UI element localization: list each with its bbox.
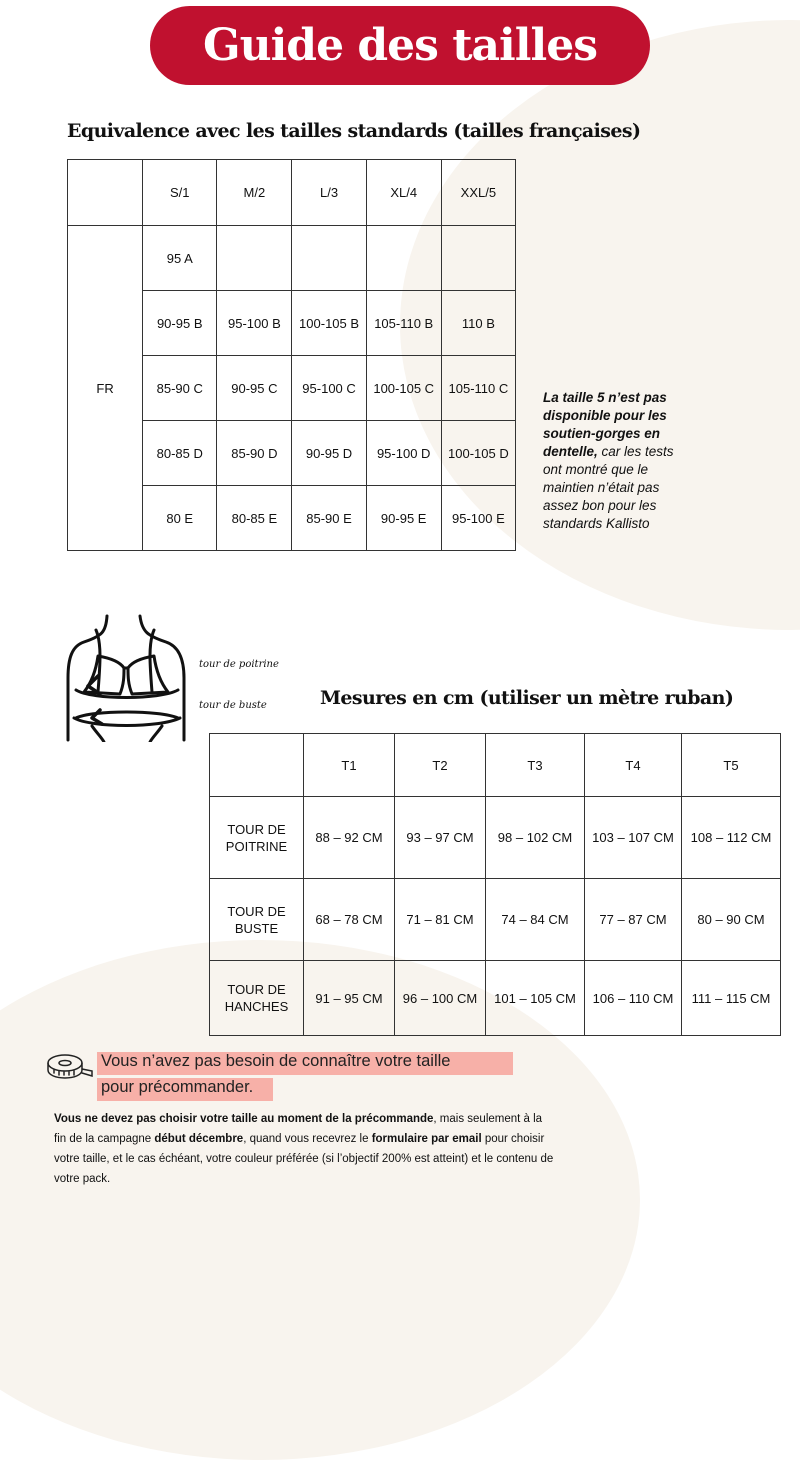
table-cell: 90-95 D [292,421,366,486]
measuring-tape-icon [46,1052,94,1082]
table-cell: 74 – 84 CM [486,879,585,961]
table-cell [217,226,292,291]
equivalence-table [67,159,516,551]
para-bold-2: début décembre [154,1133,244,1145]
table-cell: 100-105 C [366,356,441,421]
table-cell: 71 – 81 CM [395,879,486,961]
table-header-row [68,160,516,226]
para-bold-3: formulaire par email [371,1133,482,1145]
column-header: L/3 [292,160,366,226]
table-row [210,961,781,1036]
page-title-banner [150,6,650,85]
para-text-1: , mais seulement à la fin de la campagne [54,1113,543,1145]
table-cell [292,226,366,291]
size-note-text: car les tests ont montré que le maintien n’était pas assez bon pour les standards Kallisto [543,444,674,531]
column-header: T1 [304,734,395,797]
measures-table [209,733,781,1036]
table-header-row [210,734,781,797]
table-cell: 80 – 90 CM [682,879,781,961]
para-text-3: pour choisir votre taille, et le cas échéant, votre couleur préférée (si l’objectif 200% est atteint) et le contenu de votre pack. [54,1133,554,1185]
table-cell: 105-110 B [366,291,441,356]
table-cell: 103 – 107 CM [585,797,682,879]
table-cell: 95-100 D [366,421,441,486]
row-label: TOUR DE HANCHES [210,961,304,1036]
table-cell: 101 – 105 CM [486,961,585,1036]
table-cell: 95 A [143,226,217,291]
body-measurement-icon [62,614,192,742]
table-cell: 85-90 D [217,421,292,486]
table-cell: 98 – 102 CM [486,797,585,879]
table-row [210,797,781,879]
table-cell: 90-95 B [143,291,217,356]
table-cell: 77 – 87 CM [585,879,682,961]
equivalence-title: Equivalence avec les tailles standards (tailles françaises) [67,120,641,142]
preorder-line-2 [101,1078,253,1097]
table-cell: 85-90 E [292,486,366,551]
table-cell: 68 – 78 CM [304,879,395,961]
preorder-line-2-text: pour précommander [101,1078,249,1096]
table-cell: 100-105 B [292,291,366,356]
table-cell: 93 – 97 CM [395,797,486,879]
table-cell: 96 – 100 CM [395,961,486,1036]
row-label: TOUR DE POITRINE [210,797,304,879]
preorder-line-1: Vous n’avez pas besoin de connaître votre taille [101,1052,451,1070]
column-header: XL/4 [366,160,441,226]
size-note-bold: La taille 5 n’est pas disponible pour les soutien-gorges en dentelle, [543,390,667,459]
table-cell: 90-95 E [366,486,441,551]
column-header: M/2 [217,160,292,226]
label-chest: tour de poitrine [199,659,279,670]
preorder-paragraph [54,1109,554,1189]
preorder-line-2-end: . [248,1078,254,1096]
table-cell: 95-100 C [292,356,366,421]
table-cell: 106 – 110 CM [585,961,682,1036]
table-cell: 90-95 C [217,356,292,421]
column-header: S/1 [143,160,217,226]
table-row [68,226,516,291]
measures-title: Mesures en cm (utiliser un mètre ruban) [320,687,734,709]
row-label-fr: FR [68,226,143,551]
table-cell: 95-100 B [217,291,292,356]
page-title: Guide des tailles [203,20,597,71]
column-header: T5 [682,734,781,797]
size-note [543,389,693,533]
label-bust: tour de buste [199,700,267,711]
table-cell: 108 – 112 CM [682,797,781,879]
column-header: T4 [585,734,682,797]
column-header: T2 [395,734,486,797]
table-cell: 91 – 95 CM [304,961,395,1036]
column-header: XXL/5 [441,160,515,226]
table-cell: 105-110 C [441,356,515,421]
table-cell: 80-85 D [143,421,217,486]
table-cell: 85-90 C [143,356,217,421]
table-cell: 100-105 D [441,421,515,486]
para-text-2: , quand vous recevrez le [243,1133,372,1145]
table-cell: 80 E [143,486,217,551]
table-cell: 95-100 E [441,486,515,551]
table-row [210,879,781,961]
para-bold-1: Vous ne devez pas choisir votre taille au moment de la précommande [54,1113,434,1125]
table-cell [366,226,441,291]
table-corner-cell [68,160,143,226]
table-cell: 80-85 E [217,486,292,551]
table-cell: 88 – 92 CM [304,797,395,879]
column-header: T3 [486,734,585,797]
table-cell: 110 B [441,291,515,356]
row-label: TOUR DE BUSTE [210,879,304,961]
table-cell [441,226,515,291]
table-corner-cell [210,734,304,797]
table-cell: 111 – 115 CM [682,961,781,1036]
